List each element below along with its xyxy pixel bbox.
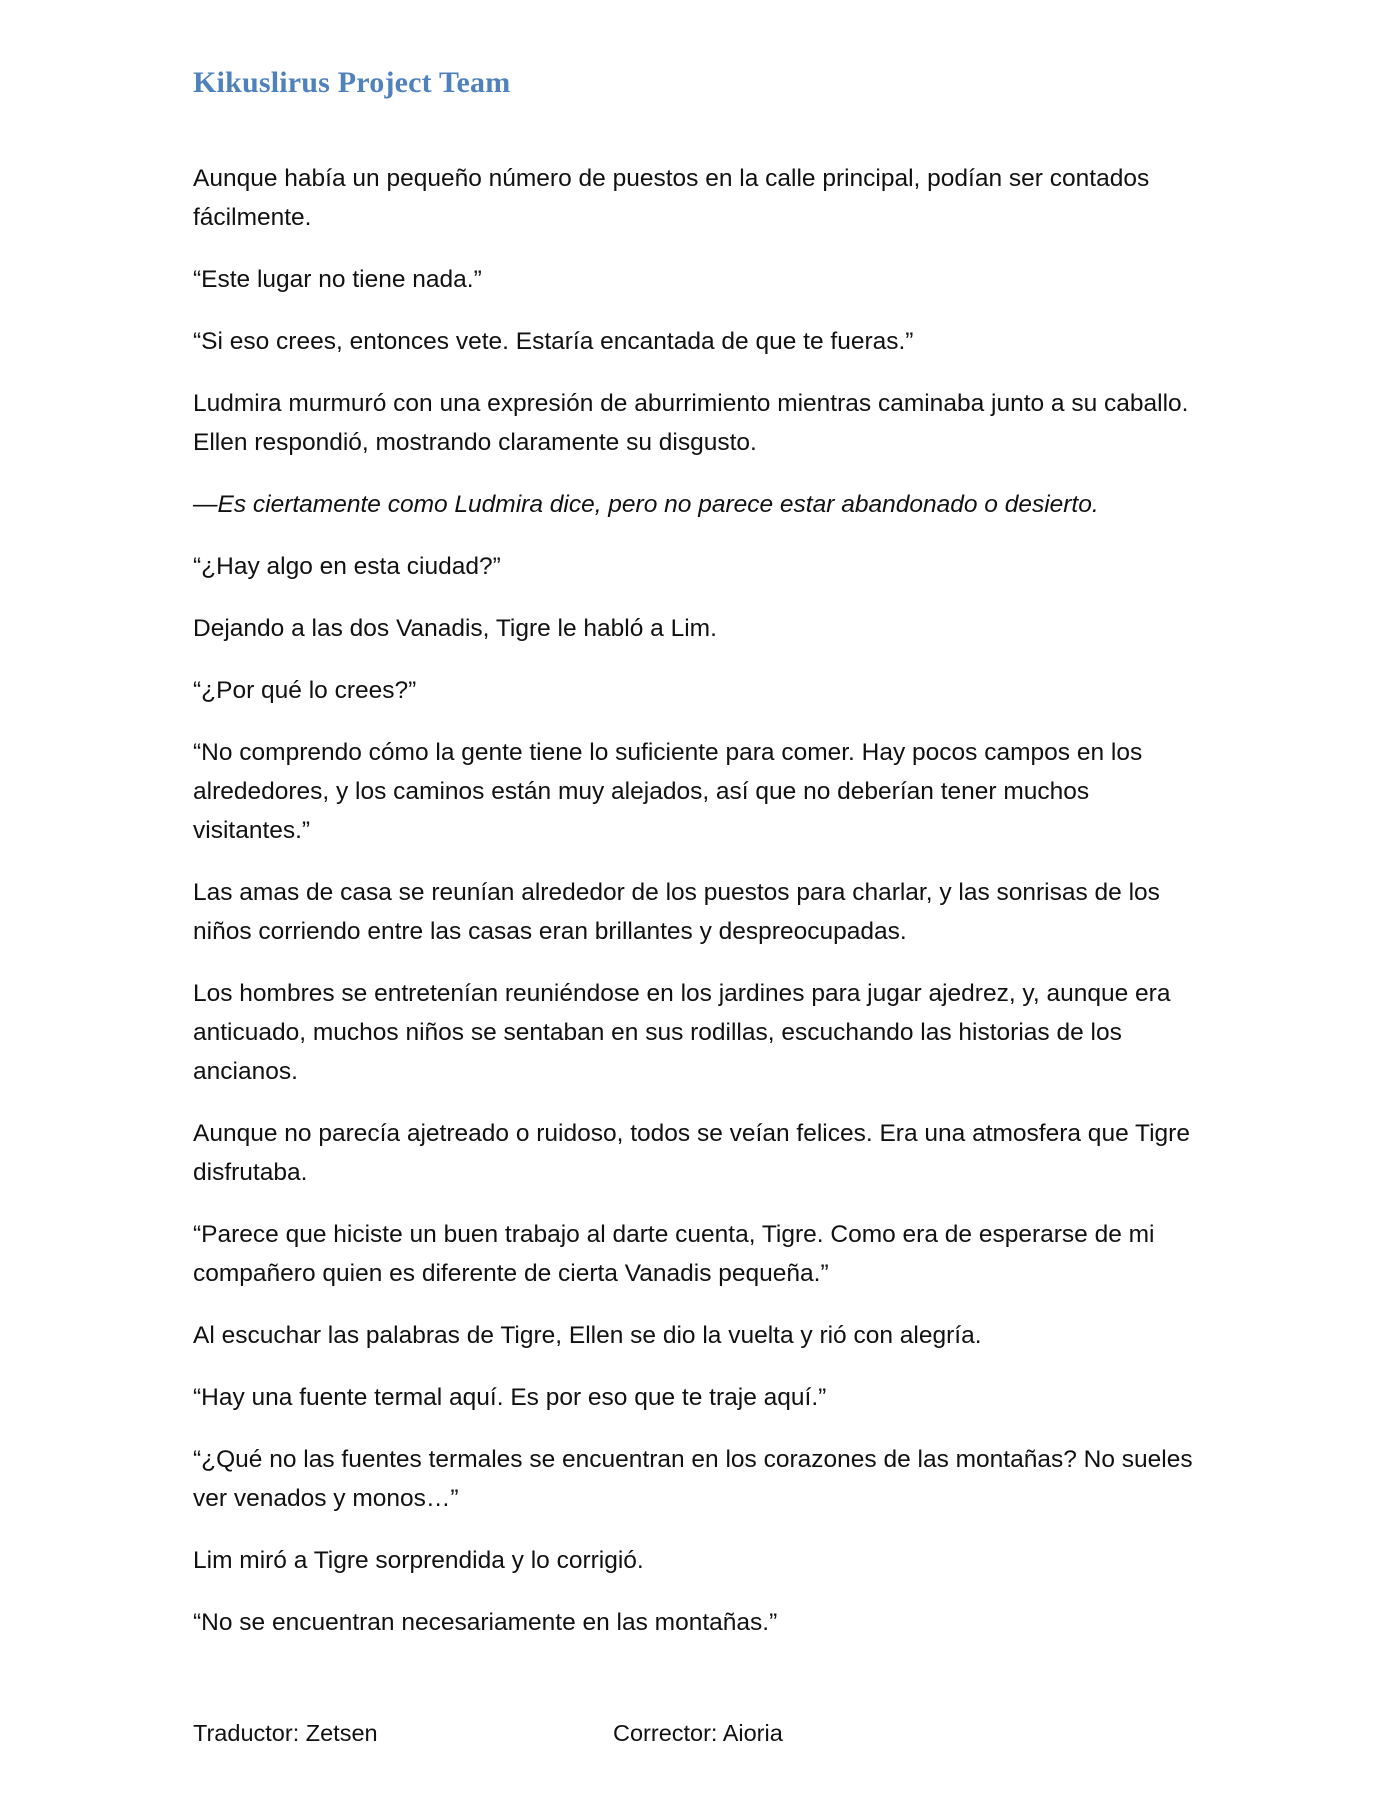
- paragraph-11: Los hombres se entretenían reuniéndose en los jardines para jugar ajedrez, y, aunque era anticuado, muchos niños se sentaban en sus rodillas, escuchando las historias de los ancianos.: [193, 980, 1171, 1085]
- paragraph-2: “Este lugar no tiene nada.”: [193, 266, 482, 293]
- paragraph-3: “Si eso crees, entonces vete. Estaría encantada de que te fueras.”: [193, 328, 914, 355]
- paragraph-15: “Hay una fuente termal aquí. Es por eso que te traje aquí.”: [193, 1384, 827, 1411]
- paragraph-16: “¿Qué no las fuentes termales se encuentran en los corazones de las montañas? No sueles ver venados y monos…”: [193, 1446, 1193, 1512]
- paragraph-13: “Parece que hiciste un buen trabajo al darte cuenta, Tigre. Como era de esperarse de mi compañero quien es diferente de cierta Vanadis pequeña.”: [193, 1221, 1155, 1287]
- paragraph-5: —Es ciertamente como Ludmira dice, pero no parece estar abandonado o desierto.: [193, 491, 1099, 518]
- paragraph-12: Aunque no parecía ajetreado o ruidoso, todos se veían felices. Era una atmosfera que Tigre disfrutaba.: [193, 1120, 1190, 1186]
- paragraph-1: Aunque había un pequeño número de puestos en la calle principal, podían ser contados fácilmente.: [193, 165, 1150, 231]
- body-content: [193, 159, 1208, 1665]
- paragraph-9: “No comprendo cómo la gente tiene lo suficiente para comer. Hay pocos campos en los alrededores, y los caminos están muy alejados, así que no deberían tener muchos visitantes.”: [193, 739, 1143, 844]
- paragraph-6: “¿Hay algo en esta ciudad?”: [193, 553, 501, 580]
- paragraph-18: “No se encuentran necesariamente en las montañas.”: [193, 1609, 778, 1636]
- paragraph-17: Lim miró a Tigre sorprendida y lo corrigió.: [193, 1547, 644, 1574]
- translator-credit: Traductor: Zetsen: [193, 1720, 378, 1746]
- page-header-title: Kikuslirus Project Team: [193, 66, 511, 99]
- paragraph-14: Al escuchar las palabras de Tigre, Ellen se dio la vuelta y rió con alegría.: [193, 1322, 982, 1349]
- paragraph-8: “¿Por qué lo crees?”: [193, 677, 417, 704]
- paragraph-4: Ludmira murmuró con una expresión de aburrimiento mientras caminaba junto a su caballo. Ellen respondió, mostrando claramente su disgusto.: [193, 390, 1189, 456]
- paragraph-10: Las amas de casa se reunían alrededor de los puestos para charlar, y las sonrisas de los niños corriendo entre las casas eran brillantes y despreocupadas.: [193, 879, 1160, 945]
- corrector-credit: Corrector: Aioria: [613, 1720, 783, 1746]
- paragraph-7: Dejando a las dos Vanadis, Tigre le habló a Lim.: [193, 615, 717, 642]
